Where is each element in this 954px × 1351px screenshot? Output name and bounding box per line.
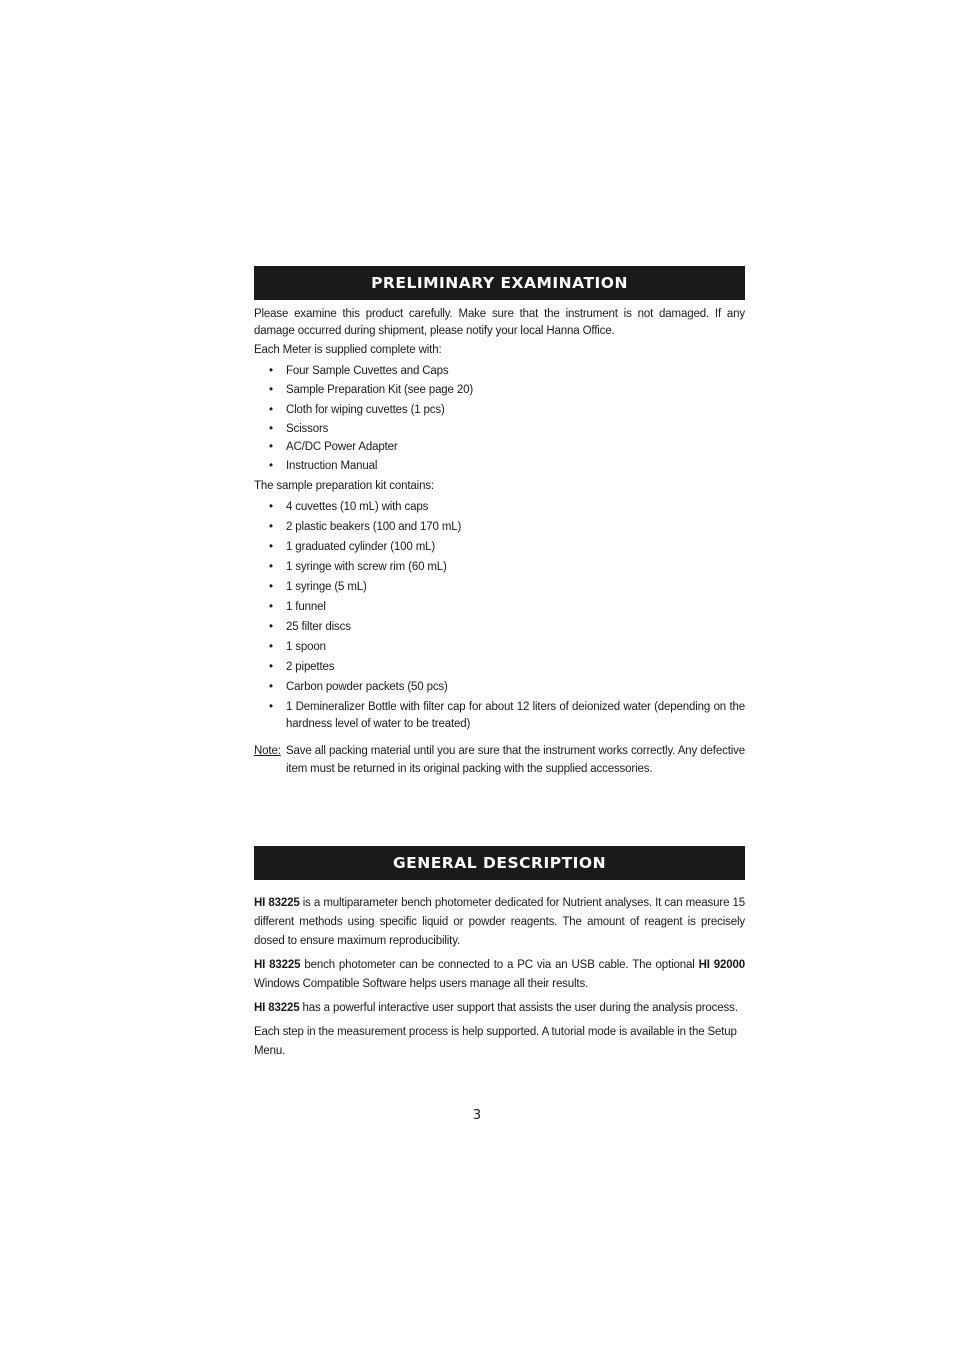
bullet-icon: • (269, 501, 273, 513)
list-item-text: Cloth for wiping cuvettes (1 pcs) (286, 404, 445, 416)
list-item (254, 421, 745, 438)
bullet-icon: • (269, 581, 273, 593)
preliminary-heading (254, 266, 745, 300)
general-paragraph-2 (254, 956, 745, 994)
list-item (254, 699, 745, 733)
list-item-text: 1 syringe with screw rim (60 mL) (286, 561, 447, 573)
note-text: Save all packing material until you are sure that the instrument works correctly. Any defective item must be returned in its original packing with the supplied accessories. (286, 745, 745, 775)
list-item-text: 4 cuvettes (10 mL) with caps (286, 501, 429, 513)
bullet-icon: • (269, 441, 273, 453)
list-item-text: 2 plastic beakers (100 and 170 mL) (286, 521, 462, 533)
kit-intro: The sample preparation kit contains: (254, 480, 434, 492)
bullet-icon: • (269, 681, 273, 693)
list-item-text: 2 pipettes (286, 661, 335, 673)
general-section (254, 846, 745, 1061)
bullet-icon: • (269, 383, 273, 396)
list-item-text: Sample Preparation Kit (see page 20) (286, 383, 474, 396)
model-name: HI 83225 (254, 897, 300, 909)
list-item (254, 579, 745, 596)
supplied-list (254, 363, 745, 475)
bullet-icon: • (269, 621, 273, 633)
bullet-icon: • (269, 641, 273, 653)
preliminary-intro: Please examine this product carefully. Make sure that the instrument is not damaged. If any damage occurred during shipment, please notify your local Hanna Office. (254, 308, 745, 337)
paragraph-text: bench photometer can be connected to a PC via an USB cable. The optional (300, 959, 699, 971)
list-item (254, 659, 745, 676)
list-item-text: AC/DC Power Adapter (286, 441, 398, 453)
list-item-text: Carbon powder packets (50 pcs) (286, 681, 448, 693)
general-heading (254, 846, 745, 880)
bullet-icon: • (269, 661, 273, 673)
bullet-icon: • (269, 561, 273, 573)
supplied-intro: Each Meter is supplied complete with: (254, 344, 442, 356)
bullet-icon: • (269, 701, 273, 713)
list-item-text: Instruction Manual (286, 460, 378, 472)
bullet-icon: • (269, 404, 273, 416)
list-item (254, 539, 745, 556)
preliminary-title: PRELIMINARY EXAMINATION (371, 274, 628, 292)
list-item (254, 458, 745, 475)
software-model-name: HI 92000 (698, 959, 746, 971)
list-item (254, 519, 745, 536)
bullet-icon: • (269, 541, 273, 553)
paragraph-text: has a powerful interactive user support that assists the user during the analysis process. (299, 1002, 738, 1014)
general-title: GENERAL DESCRIPTION (392, 854, 607, 872)
general-paragraph-4: Each step in the measurement process is help supported. A tutorial mode is available in the Setup Menu. (254, 1026, 737, 1057)
paragraph-text: Windows Compatible Software helps users manage all their results. (254, 978, 589, 990)
list-item-text: 25 filter discs (286, 621, 351, 633)
list-item (254, 382, 745, 399)
list-item (254, 599, 745, 616)
list-item-text: 1 funnel (286, 601, 326, 613)
general-paragraph-3 (254, 999, 745, 1018)
list-item (254, 439, 745, 456)
list-item (254, 559, 745, 576)
note-label: Note: (254, 745, 281, 757)
list-item-text: 1 graduated cylinder (100 mL) (286, 541, 436, 553)
kit-list (254, 499, 745, 733)
bullet-icon: • (269, 460, 273, 472)
list-item (254, 363, 745, 380)
list-item (254, 639, 745, 656)
list-item-text: 1 spoon (286, 641, 326, 653)
model-name: HI 83225 (254, 1002, 300, 1014)
list-item (254, 499, 745, 516)
preliminary-section (254, 266, 745, 778)
model-name: HI 83225 (254, 959, 301, 971)
page-number: 3 (472, 1108, 482, 1123)
bullet-icon: • (269, 521, 273, 533)
note (254, 742, 745, 778)
list-item (254, 619, 745, 636)
list-item-text: 1 Demineralizer Bottle with filter cap for about 12 liters of deionized water (depending on the hardness level of water to be treated) (286, 701, 745, 730)
list-item-text: 1 syringe (5 mL) (286, 581, 367, 593)
paragraph-text: is a multiparameter bench photometer dedicated for Nutrient analyses. It can measure 15 different methods using specific liquid or powder reagents. The amount of reagent is precisely dosed to ensure maximum reproducibility. (254, 897, 745, 947)
general-paragraph-1 (254, 894, 745, 951)
bullet-icon: • (269, 365, 273, 377)
list-item (254, 402, 745, 419)
bullet-icon: • (269, 422, 273, 435)
bullet-icon: • (269, 601, 273, 613)
list-item-text: Four Sample Cuvettes and Caps (286, 365, 449, 377)
list-item-text: Scissors (286, 422, 329, 435)
list-item (254, 679, 745, 696)
